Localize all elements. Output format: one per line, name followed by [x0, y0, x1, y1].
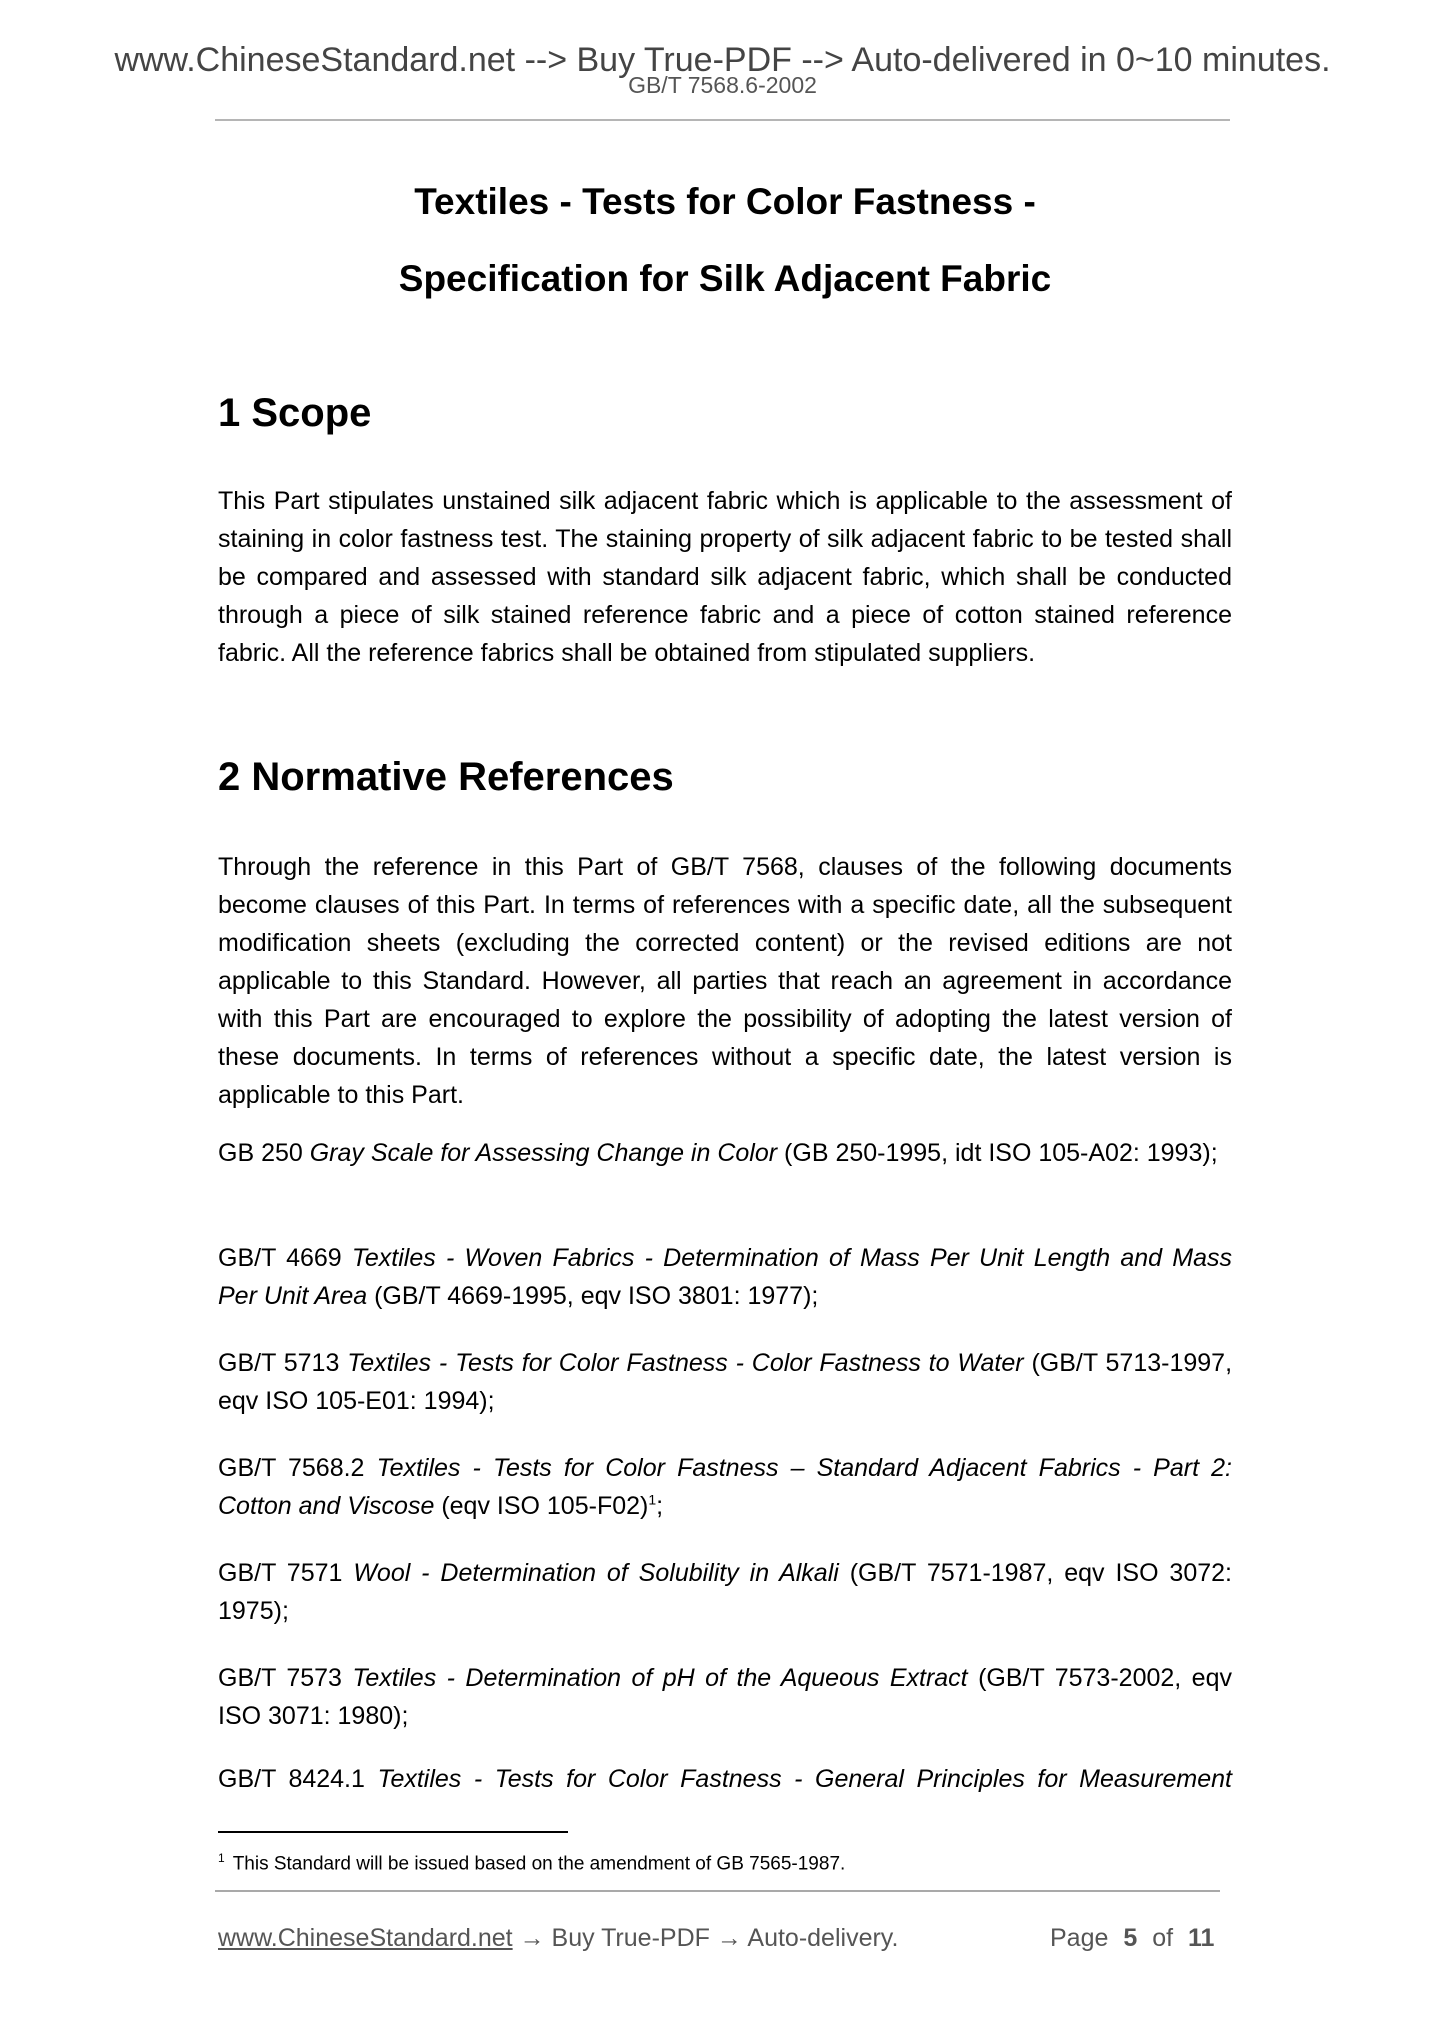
footer-site-link[interactable]: www.ChineseStandard.net [218, 1924, 513, 1952]
footnote [218, 1846, 845, 1876]
page-current: 5 [1123, 1924, 1138, 1952]
reference-code: GB 250 [218, 1139, 303, 1167]
reference-code: GB/T 8424.1 [218, 1765, 365, 1793]
reference-code: GB/T 7568.2 [218, 1454, 365, 1482]
reference-title: Gray Scale for Assessing Change in Color [309, 1139, 778, 1167]
footnote-mark: 1 [218, 1851, 225, 1865]
document-title-line-2: Specification for Silk Adjacent Fabric [398, 258, 1052, 299]
footnote-reference-mark[interactable]: 1 [648, 1491, 657, 1508]
document-title-line-1: Textiles - Tests for Color Fastness - [414, 181, 1036, 222]
reference-note: (GB/T 4669-1995, eqv ISO 3801: 1977); [374, 1282, 819, 1310]
footnote-text: This Standard will be issued based on the amendment of GB 7565-1987. [232, 1853, 846, 1875]
reference-title: Wool - Determination of Solubility in Alkali [353, 1559, 839, 1587]
reference-note: (GB/T 5713-1997, eqv ISO 105-E01: 1994); [218, 1349, 1233, 1415]
scope-paragraph: This Part stipulates unstained silk adjacent fabric which is applicable to the assessment of staining in color fastness test. The staining property of silk adjacent fabric to be tested shall be compared and assessed with standard silk adjacent fabric, which shall be conducted through a piece of silk stained reference fabric and a piece of cotton stained reference fabric. All the reference fabrics shall be obtained from stipulated suppliers. [218, 487, 1232, 667]
normative-references-paragraph: Through the reference in this Part of GB/T 7568, clauses of the following documents become clauses of this Part. In terms of references with a specific date, all the subsequent modification sheets (excluding the corrected content) or the revised editions are not applicable to this Standard. However, all parties that reach an agreement in accordance with this Part are encouraged to explore the possibility of adopting the latest version of these documents. In terms of references without a specific date, the latest version is applicable to this Part. [218, 853, 1232, 1109]
reference-title: Textiles - Tests for Color Fastness – Standard Adjacent Fabrics - Part 2: Cotton and Viscose [218, 1454, 1232, 1520]
reference-code: GB/T 4669 [218, 1244, 342, 1272]
reference-title: Textiles - Woven Fabrics - Determination of Mass Per Unit Length and Mass Per Unit Area [218, 1244, 1232, 1310]
section-heading-scope: 1 Scope [218, 391, 372, 435]
reference-item [218, 1554, 1232, 1630]
reference-title: Textiles - Determination of pH of the Aqueous Extract [352, 1664, 968, 1692]
page-total: 11 [1188, 1924, 1215, 1952]
page-indicator [1050, 1923, 1214, 1953]
reference-item [218, 1344, 1232, 1420]
footer-promo [218, 1923, 898, 1953]
reference-code: GB/T 7573 [218, 1664, 342, 1692]
reference-code: GB/T 7571 [218, 1559, 343, 1587]
reference-item [218, 1659, 1232, 1735]
section-heading-normative-references: 2 Normative References [218, 755, 674, 799]
footer-divider [215, 1890, 1220, 1892]
reference-item [218, 1449, 1232, 1525]
page-of: of [1152, 1924, 1174, 1952]
footer-promo-text: → Buy True-PDF → Auto-delivery. [512, 1924, 899, 1952]
reference-note: (GB/T 7571-1987, eqv ISO 3072: 1975); [218, 1559, 1232, 1625]
reference-tail: ; [656, 1492, 664, 1520]
reference-title: Textiles - Tests for Color Fastness - General Principles for Measurement [377, 1765, 1232, 1793]
reference-title: Textiles - Tests for Color Fastness - Color Fastness to Water [347, 1349, 1024, 1377]
reference-code: GB/T 5713 [218, 1349, 340, 1377]
reference-item [218, 1760, 1232, 1798]
standard-code: GB/T 7568.6-2002 [628, 72, 817, 98]
reference-note: (GB 250-1995, idt ISO 105-A02: 1993); [784, 1139, 1218, 1167]
reference-note: (GB/T 7573-2002, eqv ISO 3071: 1980); [218, 1664, 1232, 1730]
reference-item [218, 1239, 1232, 1315]
reference-note: (eqv ISO 105-F02) [441, 1492, 649, 1520]
reference-item [218, 1134, 1232, 1172]
header-divider [215, 119, 1230, 121]
top-banner: www.ChineseStandard.net --> Buy True-PDF --> Auto-delivered in 0~10 minutes. [114, 41, 1331, 79]
footnote-separator [218, 1831, 568, 1833]
page-label: Page [1050, 1924, 1109, 1952]
